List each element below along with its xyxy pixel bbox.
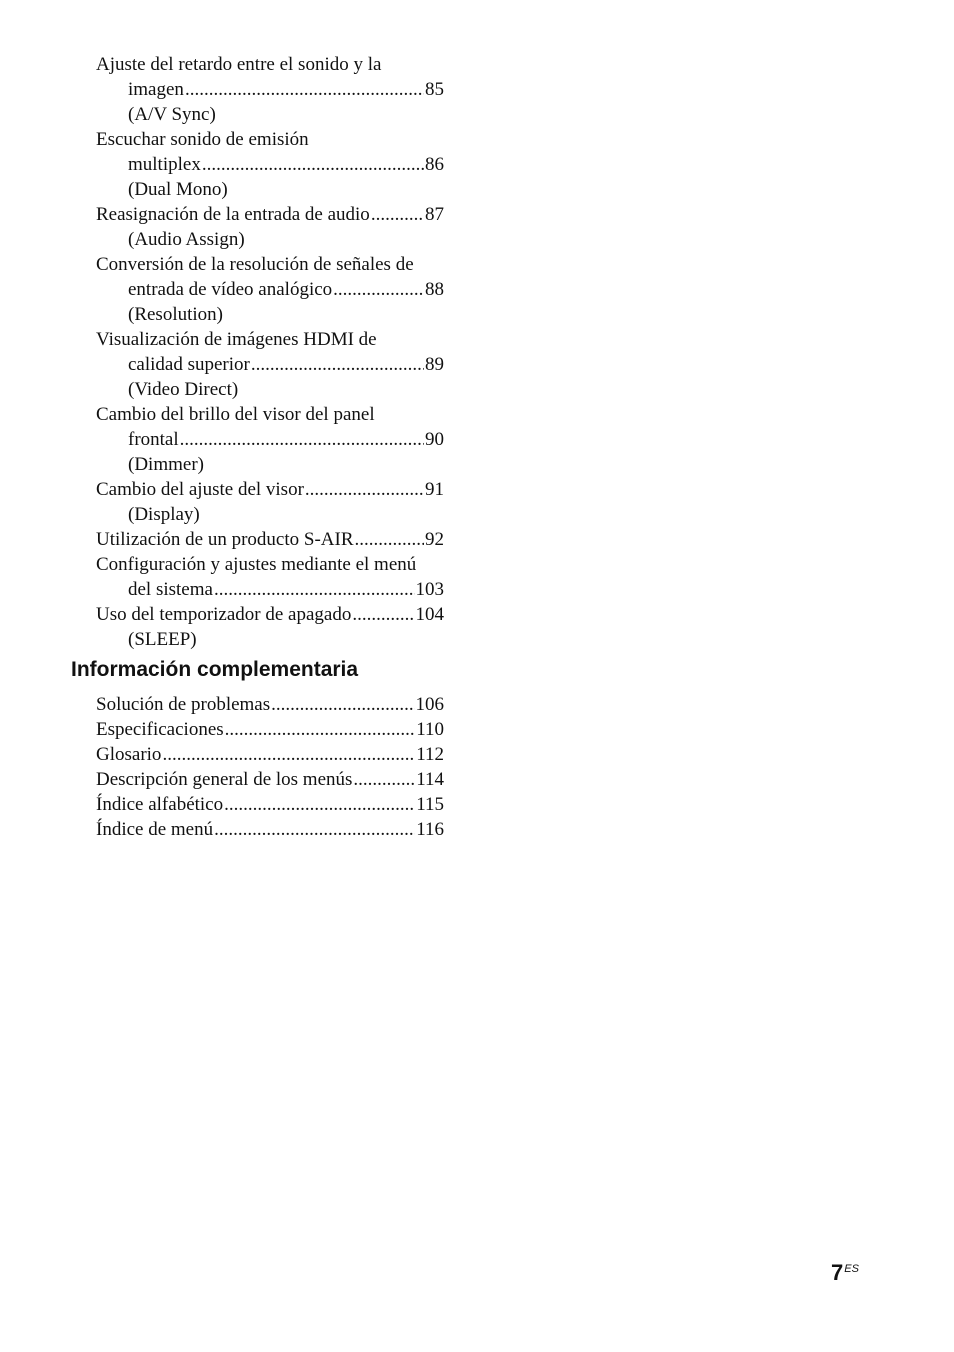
toc-page-number: 106 bbox=[415, 694, 444, 715]
leader-dots bbox=[224, 792, 415, 817]
leader-dots bbox=[180, 427, 424, 452]
leader-dots bbox=[162, 742, 415, 767]
section-heading: Información complementaria bbox=[71, 658, 359, 681]
toc-page-number: 92 bbox=[425, 529, 444, 550]
toc-entry-title-cont: del sistema bbox=[128, 579, 213, 600]
toc-entry[interactable] bbox=[96, 817, 444, 842]
toc-entry-title: Especificaciones bbox=[96, 719, 224, 740]
toc-entry-note: (Dimmer) bbox=[128, 454, 204, 475]
leader-dots bbox=[225, 717, 416, 742]
leader-dots bbox=[214, 817, 415, 842]
toc-entry-title: Descripción general de los menús bbox=[96, 769, 353, 790]
leader-dots bbox=[353, 767, 415, 792]
toc-entry-title: Visualización de imágenes HDMI de bbox=[96, 329, 377, 350]
toc-page-number: 110 bbox=[416, 719, 444, 740]
leader-dots bbox=[202, 152, 424, 177]
leader-dots bbox=[355, 527, 424, 552]
toc-entry-title: Cambio del brillo del visor del panel bbox=[96, 404, 375, 425]
toc-entry-title-cont: multiplex bbox=[128, 154, 201, 175]
leader-dots bbox=[185, 77, 424, 102]
page-number bbox=[831, 1256, 859, 1286]
toc-entry-title: Uso del temporizador de apagado bbox=[96, 604, 352, 625]
leader-dots bbox=[251, 352, 424, 377]
toc-page-number: 115 bbox=[416, 794, 444, 815]
toc-entry-title-cont: frontal bbox=[128, 429, 179, 450]
toc-entry-note: (Display) bbox=[128, 504, 200, 525]
toc-entry-note: (SLEEP) bbox=[128, 629, 197, 650]
toc-entry[interactable] bbox=[96, 52, 444, 127]
leader-dots bbox=[305, 477, 424, 502]
toc-entry-title: Ajuste del retardo entre el sonido y la bbox=[96, 54, 382, 75]
toc-entry-title: Escuchar sonido de emisión bbox=[96, 129, 309, 150]
toc-entry[interactable] bbox=[96, 717, 444, 742]
toc-entry-title: Reasignación de la entrada de audio bbox=[96, 204, 370, 225]
toc-page-number: 104 bbox=[415, 604, 444, 625]
toc-list bbox=[96, 52, 444, 652]
toc-entry[interactable] bbox=[96, 202, 444, 252]
toc-entry[interactable] bbox=[96, 742, 444, 767]
toc-entry[interactable] bbox=[96, 527, 444, 552]
toc-entry-title: Conversión de la resolución de señales de bbox=[96, 254, 414, 275]
toc-entry[interactable] bbox=[96, 402, 444, 477]
toc-entry[interactable] bbox=[96, 327, 444, 402]
toc-entry-note: (Resolution) bbox=[128, 304, 223, 325]
toc-page-number: 112 bbox=[416, 744, 444, 765]
toc-entry[interactable] bbox=[96, 127, 444, 202]
toc-page-number: 103 bbox=[415, 579, 444, 600]
leader-dots bbox=[271, 692, 414, 717]
toc-entry-title: Índice de menú bbox=[96, 819, 214, 840]
leader-dots bbox=[371, 202, 424, 227]
leader-dots bbox=[214, 577, 415, 602]
toc-entry-title-cont: calidad superior bbox=[128, 354, 250, 375]
toc-entry-note: (Audio Assign) bbox=[128, 229, 245, 250]
toc-entry-note: (Video Direct) bbox=[128, 379, 239, 400]
leader-dots bbox=[333, 277, 424, 302]
toc-page-number: 88 bbox=[425, 279, 444, 300]
page-number-value: 7 bbox=[831, 1260, 844, 1285]
toc-entry-title-cont: imagen bbox=[128, 79, 184, 100]
toc-page-number: 114 bbox=[416, 769, 444, 790]
toc-list-secondary bbox=[96, 692, 444, 842]
toc-entry[interactable] bbox=[96, 252, 444, 327]
toc-entry-note: (Dual Mono) bbox=[128, 179, 228, 200]
toc-entry-title: Glosario bbox=[96, 744, 162, 765]
toc-page-number: 116 bbox=[416, 819, 444, 840]
toc-page-number: 85 bbox=[425, 79, 444, 100]
toc-entry[interactable] bbox=[96, 692, 444, 717]
toc-entry-title: Configuración y ajustes mediante el menú bbox=[96, 554, 417, 575]
toc-entry-title: Cambio del ajuste del visor bbox=[96, 479, 304, 500]
toc-entry-title: Índice alfabético bbox=[96, 794, 224, 815]
toc-page-number: 91 bbox=[425, 479, 444, 500]
toc-entry[interactable] bbox=[96, 477, 444, 527]
toc-entry-title: Utilización de un producto S-AIR bbox=[96, 529, 354, 550]
toc-entry[interactable] bbox=[96, 767, 444, 792]
toc-page-number: 89 bbox=[425, 354, 444, 375]
toc-entry-title-cont: entrada de vídeo analógico bbox=[128, 279, 333, 300]
toc-entry[interactable] bbox=[96, 552, 444, 602]
toc-page-number: 87 bbox=[425, 204, 444, 225]
toc-entry[interactable] bbox=[96, 792, 444, 817]
page-language-suffix: ES bbox=[844, 1263, 859, 1275]
toc-page-number: 90 bbox=[425, 429, 444, 450]
leader-dots bbox=[352, 602, 414, 627]
toc-entry-title: Solución de problemas bbox=[96, 694, 271, 715]
toc-entry-note: (A/V Sync) bbox=[128, 104, 216, 125]
toc-entry[interactable] bbox=[96, 602, 444, 652]
toc-page-number: 86 bbox=[425, 154, 444, 175]
